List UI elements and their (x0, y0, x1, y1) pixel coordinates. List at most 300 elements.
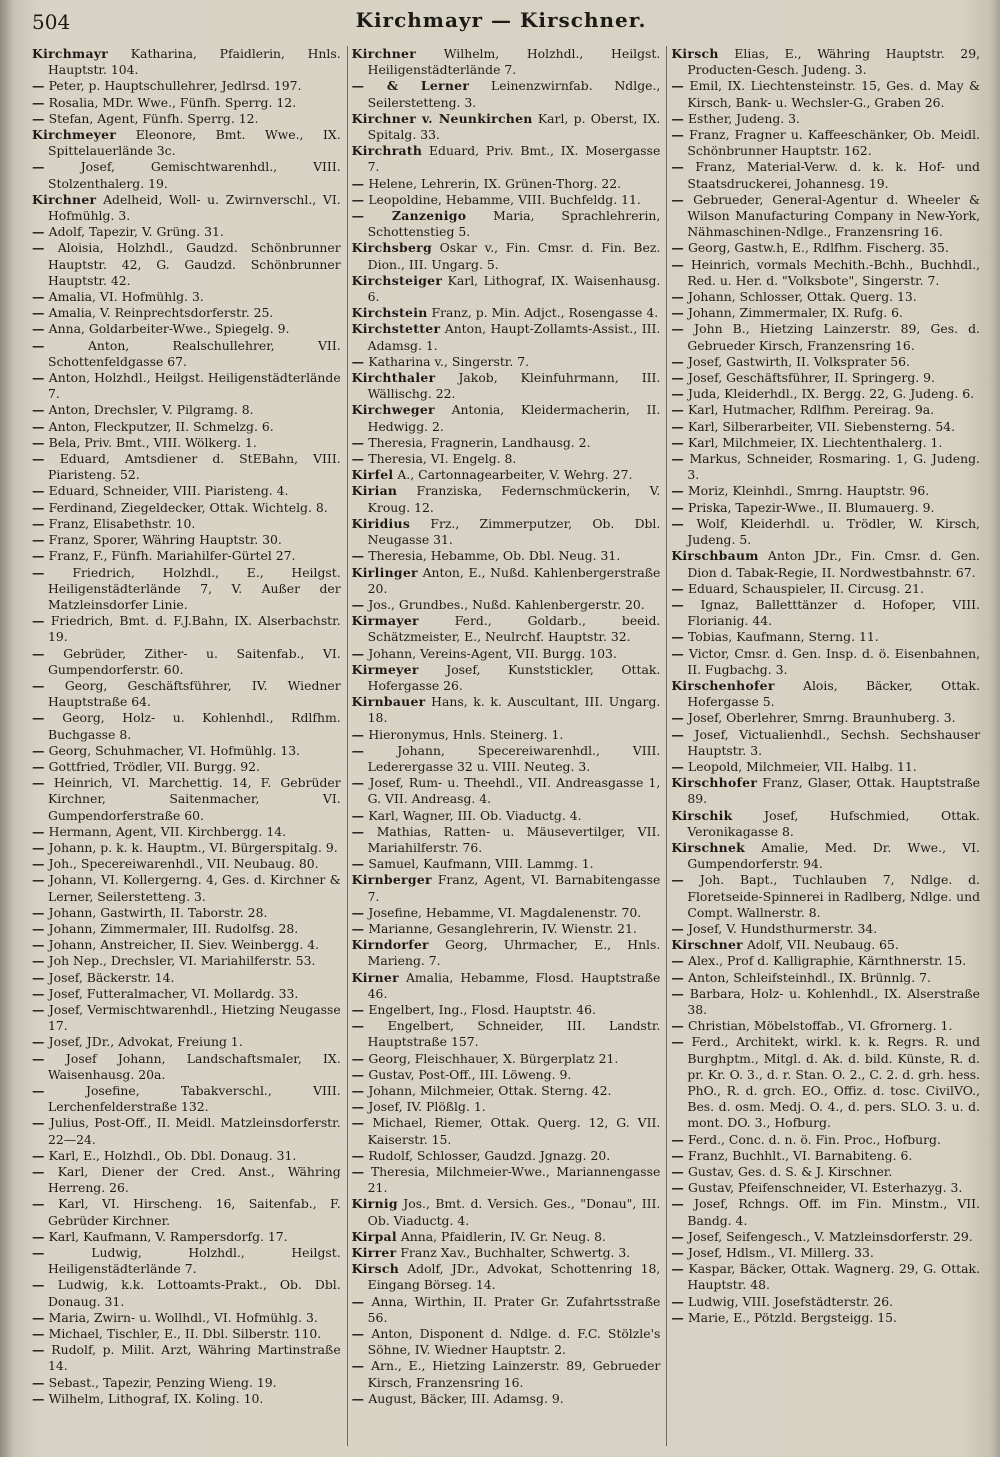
entry-details: Barbara, Holz- u. Kohlenhdl., IX. Alserstraße 38. (687, 985, 980, 1017)
entry-surname: — (671, 1245, 685, 1261)
directory-entry (352, 208, 661, 240)
entry-details: Gebrueder, General-Agentur d. Wheeler & Wilson Manufacturing Company in New-York, Nähmaschinen-Ndlge., Franzensring 16. (687, 191, 981, 240)
entry-surname: — (671, 1309, 685, 1325)
entry-details: Franz Xav., Buchhalter, Schwertg. 3. (400, 1245, 631, 1261)
directory-entry (671, 257, 980, 289)
entry-details: Franz, Glaser, Ottak. Hauptstraße 89. (687, 775, 981, 807)
entry-details: Josef Johann, Landschaftsmaler, IX. Waisenhausg. 20a. (48, 1050, 341, 1082)
directory-entry (671, 289, 980, 305)
directory-entry (352, 354, 661, 370)
entry-surname: — (32, 564, 45, 580)
entry-details: Georg, Gastw.h, E., Rdlfhm. Fischerg. 35. (688, 240, 949, 256)
entry-details: Karl, VI. Hirscheng. 16, Saitenfab., F. Gebrüder Kirchner. (48, 1196, 341, 1228)
entry-surname: Kirschnek (671, 839, 746, 855)
entry-surname: — (351, 1147, 365, 1163)
entry-surname: — (351, 596, 365, 612)
entry-details: Georg, Schuhmacher, VI. Hofmühlg. 13. (48, 742, 301, 758)
directory-entry (32, 224, 341, 240)
entry-surname: — (671, 1147, 685, 1163)
entry-details: Ignaz, Balletttänzer d. Hofoper, VIII. Florianig. 44. (687, 596, 980, 629)
entry-surname: — (351, 1066, 365, 1082)
entry-details: Adolf, JDr., Advokat, Schottenring 18, Eingang Börseg. 14. (367, 1261, 661, 1293)
entry-surname: Kirndorfer (351, 937, 429, 953)
entry-surname: — (671, 110, 685, 126)
directory-entry (32, 321, 341, 337)
directory-entry (32, 451, 341, 483)
entry-surname: — (351, 726, 365, 742)
entry-surname: — (32, 920, 45, 936)
entry-surname: — (351, 823, 365, 839)
directory-entry (671, 678, 980, 710)
entry-surname: — (32, 758, 45, 774)
entry-details: Eleonore, Bmt. Wwe., IX. Spittelauerlände 3c. (48, 127, 341, 159)
entry-details: Josef, Gemischtwarenhdl., VIII. Stolzenthalerg. 19. (48, 159, 341, 191)
entry-surname: — (351, 1099, 365, 1115)
entry-details: Josef, JDr., Advokat, Freiung 1. (48, 1034, 243, 1050)
entry-details: Josef, Futteralmacher, VI. Mollardg. 33. (48, 985, 299, 1001)
entry-surname: — (671, 159, 685, 175)
entry-details: Josef, Geschäftsführer, II. Springerg. 9. (688, 370, 935, 386)
directory-entry (352, 516, 661, 548)
directory-entry (32, 710, 341, 742)
directory-entry (671, 159, 980, 191)
entry-details: Elias, E., Währing Hauptstr. 29, Producten-Gesch. Judeng. 3. (687, 46, 981, 78)
entry-surname: — (671, 985, 685, 1001)
entry-details: Josef, Oberlehrer, Smrng. Braunhuberg. 3. (688, 710, 956, 726)
entry-details: Karl, Milchmeier, IX. Liechtenthalerg. 1. (688, 434, 943, 450)
entry-surname: — (351, 434, 365, 450)
directory-entry (32, 419, 341, 435)
entry-details: Friedrich, Bmt. d. F.J.Bahn, IX. Alserbachstr. 19. (48, 613, 341, 645)
entry-surname: — (32, 483, 45, 499)
entry-details: A., Cartonnagearbeiter, V. Wehrg. 27. (397, 467, 633, 483)
entry-details: Jos., Bmt. d. Versich. Ges., "Donau", III. Ob. Viaductg. 4. (367, 1196, 661, 1228)
entry-surname: — (351, 1390, 365, 1406)
directory-entry (671, 1229, 980, 1245)
directory-entry (352, 743, 661, 775)
directory-entry (32, 646, 341, 678)
directory-entry (352, 662, 661, 694)
entry-details: Michael, Tischler, E., II. Dbl. Silberstr. 110. (48, 1326, 322, 1342)
directory-entry (352, 143, 661, 175)
entry-details: Ludwig, VIII. Josefstädterstr. 26. (688, 1293, 894, 1309)
directory-entry (32, 435, 341, 451)
entry-details: Johann, Milchmeier, Ottak. Sterng. 42. (368, 1083, 612, 1098)
entry-surname: — (671, 191, 685, 207)
directory-entry (32, 78, 341, 94)
directory-entry (671, 1034, 980, 1131)
entry-surname: Kirnig (351, 1196, 398, 1212)
entry-surname: — (32, 305, 45, 321)
entry-details: Josef, Hdlsm., VI. Millerg. 33. (688, 1245, 874, 1261)
entry-details: Leopoldine, Hebamme, VIII. Buchfeldg. 11. (368, 191, 641, 207)
entry-surname: — (32, 839, 45, 855)
entry-details: Moriz, Kleinhdl., Smrng. Hauptstr. 96. (688, 483, 930, 499)
entry-surname: — (32, 1196, 45, 1212)
directory-entry (32, 159, 341, 191)
directory-entry (671, 370, 980, 386)
directory-entry (32, 483, 341, 499)
entry-surname: Kirchner (32, 191, 97, 207)
directory-entry (671, 1180, 980, 1196)
entry-surname: Kirian (351, 483, 398, 499)
entry-surname: — (32, 370, 45, 386)
directory-entry (671, 1018, 980, 1034)
entry-surname: — (351, 1001, 365, 1017)
entry-surname: — (671, 596, 685, 612)
entry-details: August, Bäcker, III. Adamsg. 9. (368, 1390, 564, 1406)
entry-surname: — (32, 645, 45, 661)
directory-entry (352, 1229, 661, 1245)
directory-entry (352, 613, 661, 645)
directory-entry (671, 986, 980, 1018)
entry-details: Rudolf, Schlosser, Gaudzd. Jgnazg. 20. (368, 1147, 611, 1163)
directory-entry (32, 289, 341, 305)
entry-surname: Kiridius (351, 515, 411, 531)
entry-details: Franz, F., Fünfh. Mariahilfer-Gürtel 27. (48, 548, 296, 564)
entry-surname: — (671, 78, 685, 94)
entry-surname: Kirmayer (351, 613, 419, 629)
entry-surname: — (32, 1245, 45, 1261)
entry-surname: — (671, 1293, 685, 1309)
entry-surname: — (32, 1164, 45, 1180)
entry-surname: — (671, 289, 685, 305)
directory-entry (352, 1099, 661, 1115)
directory-entry (32, 1083, 341, 1115)
entry-details: Friedrich, Holzhdl., E., Heilgst. Heiligenstädterlände 7, V. Außer der Matzleinsdorfer Linie. (48, 564, 341, 612)
entry-details: Ferdinand, Ziegeldecker, Ottak. Wichtelg. 8. (48, 499, 328, 515)
entry-details: Anton, Holzhdl., Heilgst. Heiligenstädterlände 7. (48, 370, 341, 402)
entry-details: John B., Hietzing Lainzerstr. 89, Ges. d. Gebrueder Kirsch, Franzensring 16. (687, 321, 980, 353)
entry-surname: Kirschenhofer (671, 677, 775, 693)
directory-entry (32, 1342, 341, 1374)
entry-surname: — (32, 856, 45, 872)
directory-entry (671, 710, 980, 726)
directory-entry (32, 937, 341, 953)
directory-entry (671, 1245, 980, 1261)
entry-surname: — (671, 370, 685, 386)
entry-surname: — (351, 1018, 365, 1034)
entry-details: Bela, Priv. Bmt., VIII. Wölkerg. 1. (48, 434, 257, 450)
directory-entry (352, 240, 661, 272)
directory-entry (352, 824, 661, 856)
entry-surname: — (671, 321, 685, 337)
directory-entry (32, 516, 341, 532)
entry-details: Alex., Prof d. Kalligraphie, Kärnthnerstr. 15. (688, 953, 967, 969)
directory-entry (352, 305, 661, 321)
entry-surname: Kirrer (351, 1245, 397, 1261)
entry-surname: — (671, 726, 685, 742)
directory-entry (671, 1310, 980, 1326)
entry-details: Franz, Agent, VI. Barnabitengasse 7. (367, 872, 661, 904)
entry-surname: Kirschner (671, 937, 743, 953)
directory-entry (32, 824, 341, 840)
directory-entry (352, 808, 661, 824)
entry-surname: — (671, 1034, 685, 1050)
directory-entry (32, 678, 341, 710)
entry-details: Victor, Cmsr. d. Gen. Insp. d. ö. Eisenbahnen, II. Fugbachg. 3. (687, 645, 981, 677)
directory-entry (352, 451, 661, 467)
directory-entry (352, 1245, 661, 1261)
directory-entry (352, 176, 661, 192)
page-header (32, 8, 970, 38)
entry-details: Karl, Hutmacher, Rdlfhm. Pereirag. 9a. (688, 402, 935, 418)
entry-details: Eduard, Schauspieler, II. Circusg. 21. (688, 580, 924, 596)
directory-entry (671, 500, 980, 516)
entry-details: Anton JDr., Fin. Cmsr. d. Gen. Dion d. Tabak-Regie, II. Nordwestbahnstr. 67. (687, 548, 981, 580)
directory-entry (32, 743, 341, 759)
directory-entry (671, 921, 980, 937)
entry-surname: — (32, 823, 45, 839)
entry-surname: — (32, 1147, 45, 1163)
directory-entry (671, 727, 980, 759)
entry-surname: — (32, 321, 45, 337)
entry-details: Jos., Grundbes., Nußd. Kahlenbergerstr. 20. (368, 596, 645, 612)
entry-details: Adolf, VII. Neubaug. 65. (746, 937, 899, 953)
directory-entry (32, 370, 341, 402)
entry-details: Karl, Wagner, III. Ob. Viaductg. 4. (368, 807, 582, 823)
entry-surname: — (32, 953, 45, 969)
entry-surname: — (671, 240, 685, 256)
entry-details: Georg, Geschäftsführer, IV. Wiedner Hauptstraße 64. (48, 677, 341, 710)
entry-surname: — (32, 1083, 45, 1098)
entry-surname: — (671, 872, 685, 888)
entry-details: Josef, Rum- u. Theehdl., VII. Andreasgasse 1, G. VII. Andreasg. 4. (367, 775, 661, 807)
entry-details: Josef, Gastwirth, II. Volksprater 56. (688, 353, 910, 369)
directory-entry (671, 597, 980, 629)
entry-details: Karl, Kaufmann, V. Rampersdorfg. 17. (48, 1228, 288, 1244)
entry-details: Gustav, Post-Off., III. Löweng. 9. (368, 1066, 572, 1082)
entry-details: Engelbert, Ing., Flosd. Hauptstr. 46. (368, 1001, 596, 1017)
entry-details: Rosalia, MDr. Wwe., Fünfh. Sperrg. 12. (48, 94, 297, 110)
entry-surname: Kirsch (351, 1261, 400, 1277)
entry-details: Maria, Sprachlehrerin, Schottenstieg 5. (367, 208, 661, 240)
directory-entry (352, 370, 661, 402)
entry-surname: — (32, 451, 45, 467)
entry-surname: Kirchsteiger (351, 272, 443, 288)
directory-entry (671, 759, 980, 775)
entry-details: Wilhelm, Holzhdl., Heilgst. Heiligenstädterlände 7. (367, 46, 661, 78)
directory-entry (352, 321, 661, 353)
entry-details: Eduard, Amtsdiener d. StEBahn, VIII. Piaristeng. 52. (48, 451, 341, 483)
entry-surname: Kirnbauer (351, 694, 426, 710)
entry-surname: Kirchmeyer (32, 127, 117, 143)
entry-surname: — (32, 78, 45, 94)
directory-entry (671, 970, 980, 986)
directory-entry (352, 548, 661, 564)
directory-entry (671, 111, 980, 127)
entry-surname: — (32, 499, 45, 515)
directory-entry (671, 1148, 980, 1164)
entry-surname: — (32, 159, 45, 175)
entry-surname: — (351, 920, 365, 936)
column-1 (32, 46, 343, 1446)
entry-details: Theresia, Milchmeier-Wwe., Mariannengasse 21. (367, 1164, 661, 1196)
entry-details: Frz., Zimmerputzer, Ob. Dbl. Neugasse 31. (367, 515, 661, 548)
entry-details: Eduard, Priv. Bmt., IX. Mosergasse 7. (367, 143, 661, 175)
entry-surname: Kirmeyer (351, 661, 419, 677)
directory-entry (32, 856, 341, 872)
entry-surname: — (32, 985, 45, 1001)
entry-surname: — (671, 1180, 685, 1196)
entry-details: Katharina v., Singerstr. 7. (368, 353, 530, 369)
entry-surname: — (32, 1034, 45, 1050)
entry-details: Theresia, Hebamme, Ob. Dbl. Neug. 31. (368, 548, 621, 564)
entry-details: Karl, Diener der Cred. Anst., Währing Herreng. 26. (48, 1164, 341, 1196)
entry-surname: — (32, 515, 45, 531)
entry-details: Kaspar, Bäcker, Ottak. Wagnerg. 29, G. Ottak. Hauptstr. 48. (687, 1261, 980, 1293)
directory-entry (352, 1164, 661, 1196)
directory-entry (671, 419, 980, 435)
directory-entry (352, 1148, 661, 1164)
entry-details: Josef, Bäckerstr. 14. (48, 969, 175, 985)
directory-entry (352, 435, 661, 451)
entry-details: Leinenzwirnfab. Ndlge., Seilerstetteng. 3. (367, 78, 661, 110)
directory-entry (32, 613, 341, 645)
directory-entry (352, 856, 661, 872)
entry-details: Anna, Pfaidlerin, IV. Gr. Neug. 8. (400, 1228, 606, 1244)
entry-details: Marie, E., Pötzld. Bergsteigg. 15. (688, 1309, 897, 1325)
entry-surname: — (32, 532, 45, 548)
entry-details: Helene, Lehrerin, IX. Grünen-Thorg. 22. (368, 175, 622, 191)
entry-details: Adolf, Tapezir, V. Grüng. 31. (48, 224, 224, 240)
entry-details: Josef, Vermischtwarenhdl., Hietzing Neugasse 17. (48, 1001, 341, 1034)
entry-details: Stefan, Agent, Fünfh. Sperrg. 12. (48, 110, 259, 126)
entry-surname: — (671, 1131, 685, 1147)
entry-details: Juda, Kleiderhdl., IX. Bergg. 22, G. Judeng. 6. (688, 386, 975, 402)
entry-details: Franz, Sporer, Währing Hauptstr. 30. (48, 532, 282, 548)
directory-entry (671, 435, 980, 451)
entry-details: Markus, Schneider, Rosmaring. 1, G. Judeng. 3. (687, 451, 980, 483)
entry-details: Amalia, Hebamme, Flosd. Hauptstraße 46. (367, 969, 661, 1001)
entry-details: Johann, Schlosser, Ottak. Querg. 13. (688, 289, 917, 305)
directory-entry (32, 1115, 341, 1147)
entry-surname: — (671, 418, 685, 434)
entry-surname: Kirchstetter (351, 321, 441, 337)
directory-entry (32, 240, 341, 289)
entry-surname: — (351, 1083, 365, 1098)
directory-entry (32, 305, 341, 321)
directory-entry (32, 1051, 341, 1083)
entry-surname: — (32, 337, 45, 353)
entry-details: Karl, Silberarbeiter, VII. Siebensterng. 54. (688, 418, 956, 434)
entry-details: Anton, Realschullehrer, VII. Schottenfeldgasse 67. (48, 337, 341, 369)
entry-details: Ferd., Conc. d. n. ö. Fin. Proc., Hofburg. (688, 1131, 941, 1147)
entry-surname: Kirnberger (351, 872, 432, 888)
directory-entry (32, 46, 341, 78)
directory-entry (32, 970, 341, 986)
directory-entry (671, 305, 980, 321)
entry-surname: — (351, 191, 365, 207)
entry-surname: — (351, 1358, 365, 1374)
entry-details: Franz, Buchhlt., VI. Barnabiteng. 6. (688, 1147, 913, 1163)
directory-entry (352, 1261, 661, 1293)
entry-surname: — (32, 613, 45, 629)
directory-entry (671, 1196, 980, 1228)
directory-entry (32, 840, 341, 856)
directory-entry (352, 1294, 661, 1326)
entry-surname: — (32, 289, 45, 305)
directory-entry (671, 192, 980, 241)
entry-surname: Kirner (351, 969, 399, 985)
directory-entry (352, 467, 661, 483)
entry-surname: — (32, 1001, 45, 1017)
directory-entry (671, 46, 980, 78)
directory-entry (32, 759, 341, 775)
entry-surname: — (351, 807, 365, 823)
entry-details: Johann, p. k. k. Hauptm., VI. Bürgerspitalg. 9. (48, 839, 338, 855)
entry-details: Josef, Victualienhdl., Sechsh. Sechshauser Hauptstr. 3. (687, 726, 981, 758)
entry-surname: — (351, 175, 365, 191)
directory-entry (32, 1391, 341, 1407)
entry-surname: — (671, 499, 685, 515)
directory-entry (352, 1391, 661, 1407)
directory-entry (671, 354, 980, 370)
entry-surname: — (32, 94, 45, 110)
directory-entry (352, 1018, 661, 1050)
entry-details: Josef, Rchngs. Off. im Fin. Minstm., VII. Bandg. 4. (687, 1196, 981, 1228)
directory-entry (32, 565, 341, 614)
directory-entry (671, 953, 980, 969)
directory-entry (352, 970, 661, 1002)
entry-surname: — (32, 872, 45, 888)
entry-details: Marianne, Gesanglehrerin, IV. Wienstr. 21. (368, 920, 637, 936)
entry-details: Jakob, Kleinfuhrmann, III. Wällischg. 22. (367, 370, 661, 402)
entry-details: Heinrich, vormals Mechith.-Bchh., Buchhdl., Red. u. Her. d. "Volksbote", Singerstr. 7. (687, 256, 981, 288)
entry-surname: — (671, 402, 685, 418)
entry-surname: — (32, 742, 45, 758)
entry-surname: — (671, 515, 685, 531)
directory-entry (32, 192, 341, 224)
directory-entry (32, 95, 341, 111)
directory-entry (352, 727, 661, 743)
entry-surname: — (671, 1261, 685, 1277)
entry-details: Gustav, Pfeifenschneider, VI. Esterhazyg. 3. (688, 1180, 963, 1196)
directory-entry (32, 548, 341, 564)
entry-surname: — (32, 240, 45, 256)
entry-details: Mathias, Ratten- u. Mäusevertilger, VII. Mariahilferstr. 76. (367, 823, 661, 855)
entry-details: Maria, Zwirn- u. Wollhdl., VI. Hofmühlg. 3. (48, 1309, 318, 1325)
entry-surname: — (32, 775, 45, 791)
entry-surname: — (32, 402, 45, 418)
entry-surname: — (32, 937, 45, 953)
entry-surname: — (671, 1228, 685, 1244)
directory-entry (352, 905, 661, 921)
entry-surname: — (32, 1374, 45, 1390)
entry-details: Ferd., Goldarb., beeid. Schätzmeister, E., Neulrchf. Hauptstr. 32. (367, 613, 661, 645)
running-head: Kirchmayr — Kirschner. (355, 8, 647, 32)
entry-surname: — & Lerner (351, 78, 470, 94)
entry-details: Georg, Holz- u. Kohlenhdl., Rdlfhm. Buchgasse 8. (48, 710, 341, 742)
directory-entry (352, 46, 661, 78)
entry-details: Joh. Bapt., Tuchlauben 7, Ndlge. d. Floretseide-Spinnerei in Radlberg, Ndlge. und Compt. Wallnerstr. 8. (687, 872, 981, 920)
entry-details: Aloisia, Holzhdl., Gaudzd. Schönbrunner Hauptstr. 42, G. Gaudzd. Schönbrunner Hauptstr. 42. (48, 240, 341, 288)
entry-details: Michael, Riemer, Ottak. Querg. 12, G. VII. Kaiserstr. 15. (367, 1115, 661, 1147)
directory-entry (671, 386, 980, 402)
entry-details: Engelbert, Schneider, III. Landstr. Hauptstraße 157. (367, 1018, 661, 1050)
entry-surname: — (671, 1164, 685, 1180)
directory-entry (32, 111, 341, 127)
entry-surname: — (351, 1164, 365, 1180)
directory-entry (32, 500, 341, 516)
entry-details: Josef, V. Hundsthurmerstr. 34. (688, 920, 878, 936)
entry-surname: Kirchmayr (32, 46, 109, 61)
directory-columns (32, 46, 982, 1446)
entry-details: Franz, p. Min. Adjct., Rosengasse 4. (431, 305, 659, 321)
entry-details: Josef, Seifengesch., V. Matzleinsdorferstr. 29. (688, 1228, 973, 1244)
entry-surname: Kirchrath (351, 143, 423, 159)
entry-details: Josef, Kunststickler, Ottak. Hofergasse 26. (367, 661, 661, 693)
